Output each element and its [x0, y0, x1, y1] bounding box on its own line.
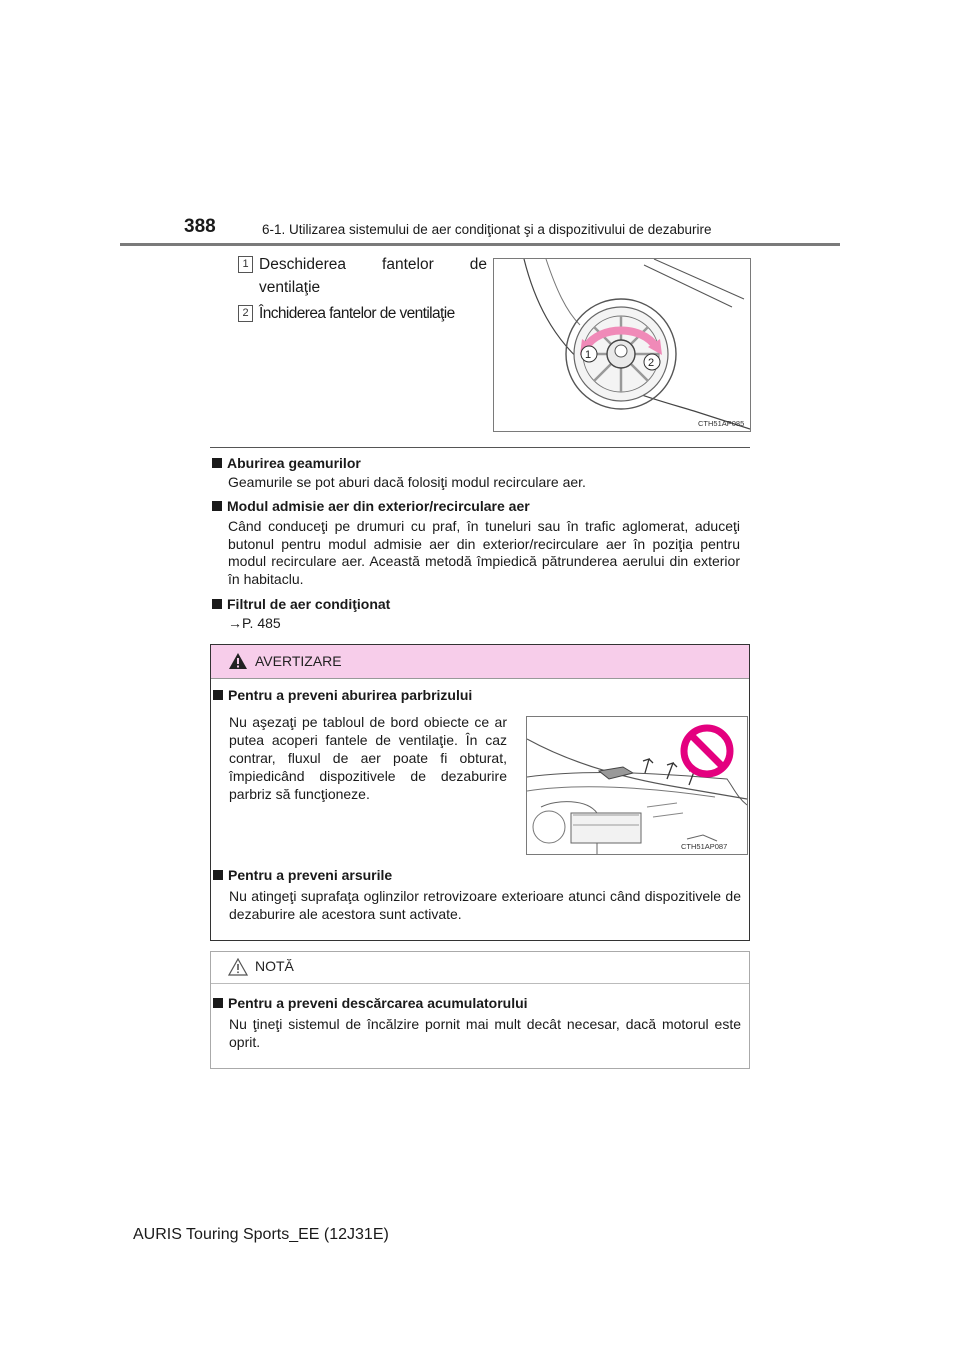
vent-dial-figure [493, 258, 751, 432]
note-title-battery: Pentru a preveni descărcarea acumulatorului [213, 995, 528, 1011]
warning-title-burns: Pentru a preveni arsurile [213, 867, 392, 883]
notice-triangle-icon [228, 958, 248, 976]
warning-triangle-icon [228, 652, 248, 670]
figure-code-2: CTH51AP087 [681, 842, 728, 851]
dashboard-figure [526, 716, 748, 855]
bullet-square-icon [213, 690, 223, 700]
section-text-fogging: Geamurile se pot aburi dacă folosiţi modul recirculare aer. [228, 474, 586, 490]
warning-box [210, 644, 750, 941]
section-title-air-mode: Modul admisie aer din exterior/recirculare aer [212, 498, 530, 514]
section-text-air-mode: Când conduceţi pe drumuri cu praf, în tuneluri sau în trafic aglomerat, aduceţi butonul pentru modul admisie aer din exterior/recirculare aer în poziţia pentru modul recirculare aer. Această metodă împiedică pătrunderea aerului din exterior în habitaclu. [228, 518, 740, 587]
bullet-square-icon [212, 501, 222, 511]
vent-dial-drawing [494, 259, 750, 431]
section-title-fogging: Aburirea geamurilor [212, 455, 361, 471]
warning-title-windshield: Pentru a preveni aburirea parbrizului [213, 687, 472, 703]
dashboard-drawing [527, 717, 747, 854]
section-divider [210, 447, 750, 448]
item-text-open-vents: Deschiderea fantelor de ventilaţie [259, 256, 487, 296]
note-text-battery: Nu ţineţi sistemul de încălzire pornit mai mult decât necesar, dacă motorul este oprit. [229, 1016, 741, 1050]
header-rule [120, 243, 840, 246]
item-text-close-vents: Închiderea fantelor de ventilaţie [259, 305, 455, 322]
figure-code-1: CTH51AP085 [698, 419, 745, 428]
chapter-title: 6-1. Utilizarea sistemului de aer condiţionat şi a dispozitivului de dezaburire [262, 222, 712, 237]
warning-label: AVERTIZARE [255, 653, 342, 669]
warning-header [211, 645, 749, 679]
note-box [210, 951, 750, 1069]
note-header [211, 952, 749, 984]
item-marker-1: 1 [238, 256, 253, 273]
section-title-filter: Filtrul de aer condiţionat [212, 596, 390, 612]
note-label: NOTĂ [255, 958, 294, 974]
vent-label-2: 2 [648, 357, 655, 369]
bullet-square-icon [212, 599, 222, 609]
page-number: 388 [184, 216, 216, 237]
section-text-filter: →P. 485 [228, 615, 281, 631]
footer-model: AURIS Touring Sports_EE (12J31E) [133, 1226, 389, 1243]
bullet-square-icon [212, 458, 222, 468]
bullet-square-icon [213, 870, 223, 880]
item-marker-2: 2 [238, 305, 253, 322]
warning-text-burns: Nu atingeţi suprafaţa oglinzilor retrovizoare exterioare atunci când dispozitivele de dezaburire ale acestora sunt activate. [229, 888, 741, 922]
vent-label-1: 1 [585, 349, 592, 361]
warning-text-windshield: Nu aşezaţi pe tabloul de bord obiecte ce ar putea acoperi fantele de ventilaţie. În caz contrar, fluxul de aer poate fi obturat, împiedicând dispozitivele de dezaburire parbriz să funcţioneze. [229, 714, 507, 802]
bullet-square-icon [213, 998, 223, 1008]
